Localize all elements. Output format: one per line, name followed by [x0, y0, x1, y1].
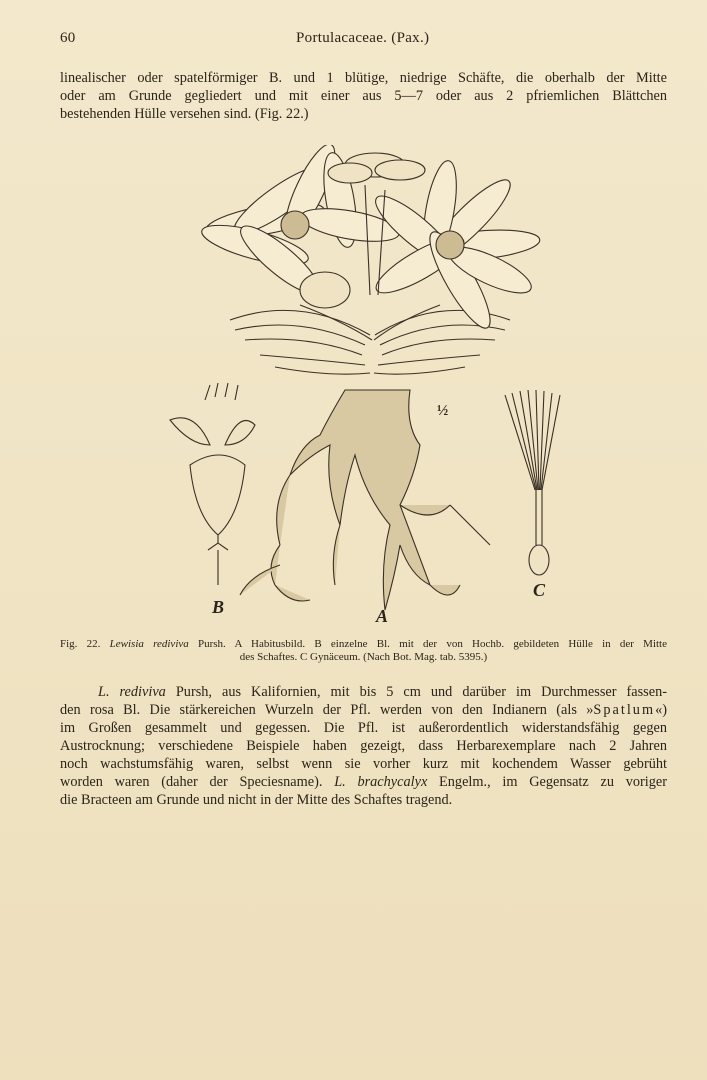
- figure-label-c: C: [533, 580, 546, 600]
- figure-caption: [60, 638, 667, 664]
- running-title: Portulacaceae. (Pax.): [296, 30, 430, 46]
- text-line: [60, 701, 667, 719]
- text-span: den rosa Bl. Die stärkereichen Wurzeln der Pfl. werden von den Indianern (als »: [60, 702, 594, 718]
- text-line: [60, 773, 667, 791]
- text-span: worden waren (daher der Speciesname).: [60, 774, 323, 790]
- figure-label-a: A: [376, 606, 389, 626]
- illustration-svg: [150, 145, 590, 630]
- text-span: Pursh, aus Kalifornien, mit bis 5 cm und darüber im Durchmesser fassen-: [165, 684, 667, 700]
- text-line: die Bracteen am Grunde und nicht in der Mitte des Schaftes tragend.: [60, 792, 453, 808]
- caption-line-2: des Schaftes. C Gynäceum. (Nach Bot. Mag. tab. 5395.): [239, 651, 488, 663]
- scale-label: ½: [437, 403, 449, 419]
- species-name: L. rediviva: [98, 684, 166, 700]
- flower-right: [368, 158, 541, 334]
- spaced-word: Spatlum: [593, 702, 656, 718]
- text-line: noch wachstumsfähig waren, selbst wenn sie vorher kurz mit kochendem Wasser gebrüht: [60, 756, 667, 772]
- caption-species: Lewisia rediviva: [109, 638, 189, 650]
- page-header: [60, 30, 667, 52]
- text-line: linealischer oder spatelförmiger B. und 1 blütige, niedrige Schäfte, die oberhalb der Mitte: [60, 70, 667, 86]
- intro-paragraph: [60, 69, 667, 123]
- text-span: Engelm., im Gegensatz zu voriger: [427, 774, 667, 790]
- page-number: 60: [60, 30, 76, 46]
- flower-b: [170, 383, 255, 585]
- text-line: bestehenden Hülle versehen sind. (Fig. 22.): [60, 106, 309, 122]
- text-line: im Großen gesammelt und gegessen. Die Pfl. ist außerordentlich widerstandsfähig gegen: [60, 720, 667, 736]
- text-span: «): [655, 702, 667, 718]
- gynoecium-c: [505, 390, 560, 575]
- caption-fig-number: Fig. 22.: [60, 638, 101, 650]
- caption-text: Pursh. A Habitusbild. B einzelne Bl. mit der von Hochb. gebildeten Hülle in der Mitte: [198, 638, 667, 650]
- text-line: [60, 683, 667, 701]
- caption-line-1: [60, 638, 667, 651]
- botanical-illustration: [150, 145, 590, 630]
- text-line: Austrocknung; verschiedene Beispiele haben gezeigt, dass Herbarexemplare nach 2 Jahren: [60, 738, 667, 754]
- main-paragraph: [60, 683, 667, 809]
- figure-label-b: B: [212, 597, 225, 617]
- text-line: oder am Grunde gegliedert und mit einer aus 5—7 oder aus 2 pfriemlichen Blättchen: [60, 88, 667, 104]
- taproot: [240, 390, 490, 610]
- species-name: L. brachycalyx: [334, 774, 428, 790]
